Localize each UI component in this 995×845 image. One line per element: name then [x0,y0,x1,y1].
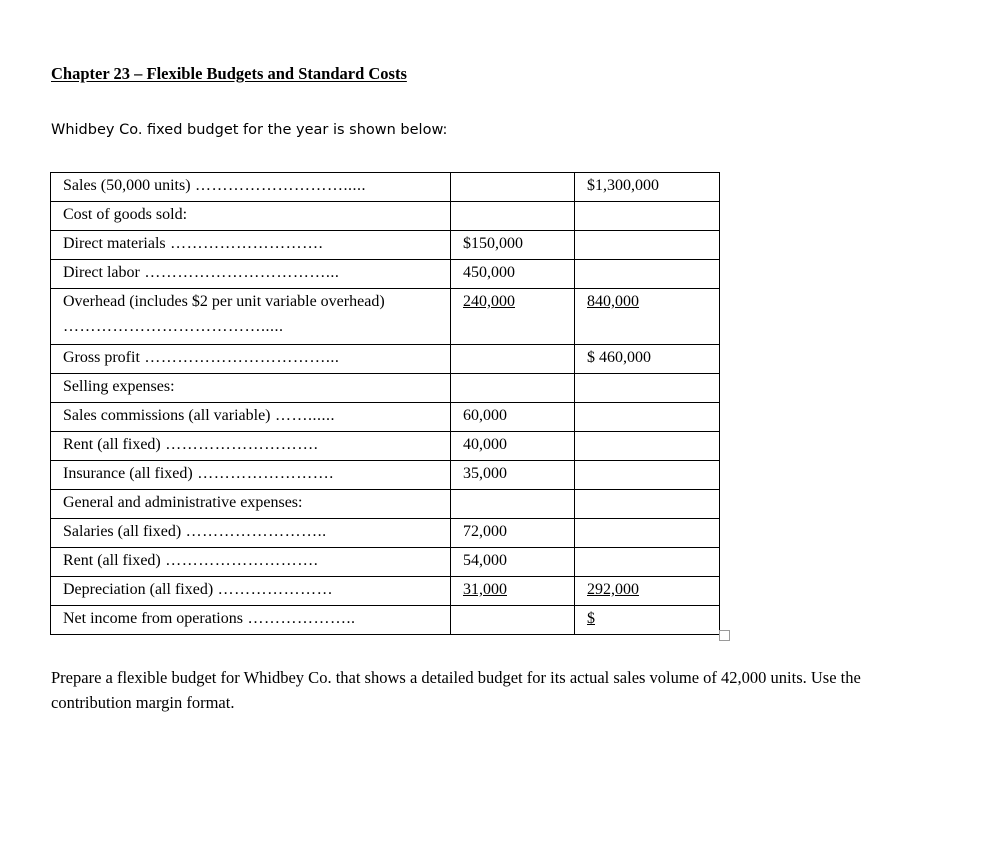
detail-amount: 35,000 [451,461,575,490]
label-text: Salaries (all fixed) [63,523,182,540]
leader-dots: ………………………. [160,436,319,453]
detail-amount [451,606,575,635]
total-amount [575,461,720,490]
label-text: Sales commissions (all variable) [63,407,271,424]
total-amount [575,403,720,432]
detail-amount: $150,000 [451,231,575,260]
table-row [51,461,720,490]
table-row [51,374,720,403]
row-label [51,231,451,260]
task-instructions: Prepare a flexible budget for Whidbey Co. that shows a detailed budget for its actual sales volume of 42,000 units. Use the contribution margin format. [51,668,861,712]
detail-amount [451,577,575,606]
leader-dots: ………………………..... [190,177,367,194]
intro-text: Whidbey Co. fixed budget for the year is shown below: [51,122,448,138]
table-row [51,202,720,231]
leader-dots: ………………………………..... [63,318,284,335]
detail-amount: 72,000 [451,519,575,548]
amount-underlined: $ [587,610,595,627]
table-row [51,345,720,374]
total-amount: $1,300,000 [575,173,720,202]
row-label [51,345,451,374]
amount-underlined: 31,000 [463,581,507,598]
row-label [51,260,451,289]
table-row [51,432,720,461]
row-label [51,289,451,345]
document-title: Chapter 23 – Flexible Budgets and Standard Costs [51,64,407,83]
row-label [51,577,451,606]
total-amount [575,548,720,577]
table-row [51,606,720,635]
detail-amount: 450,000 [451,260,575,289]
row-label [51,548,451,577]
leader-dots: ……………………………... [139,349,340,366]
table-row [51,577,720,606]
detail-amount [451,490,575,519]
total-amount [575,519,720,548]
label-text: Net income from operations [63,610,243,627]
total-amount [575,289,720,345]
table-row [51,173,720,202]
label-text: Overhead (includes $2 per unit variable overhead) [63,293,385,310]
detail-amount [451,345,575,374]
label-text: Rent (all fixed) [63,552,161,569]
leader-dots: ……………………. [192,465,334,482]
table-row [51,548,720,577]
total-amount [575,260,720,289]
leader-dots: ……………………………... [139,264,340,281]
label-text: Depreciation (all fixed) [63,581,214,598]
total-amount [575,432,720,461]
detail-amount [451,202,575,231]
table-resize-handle[interactable] [719,630,730,641]
label-text: General and administrative expenses: [63,494,303,511]
total-amount [575,202,720,231]
label-text: Rent (all fixed) [63,436,161,453]
label-text: Direct materials [63,235,166,252]
leader-dots: …………………….. [181,523,327,540]
total-amount: $ 460,000 [575,345,720,374]
label-text: Cost of goods sold: [63,206,188,223]
label-text: Insurance (all fixed) [63,465,193,482]
label-text: Sales (50,000 units) [63,177,191,194]
leader-dots: ………………… [213,581,334,598]
label-text: Gross profit [63,349,140,366]
detail-amount: 60,000 [451,403,575,432]
total-amount [575,231,720,260]
table-row [51,231,720,260]
amount-underlined: 840,000 [587,293,639,310]
row-label [51,606,451,635]
amount-underlined: 240,000 [463,293,515,310]
total-amount [575,490,720,519]
table-row [51,260,720,289]
row-label [51,173,451,202]
row-label [51,519,451,548]
row-label [51,461,451,490]
table-row [51,519,720,548]
row-label [51,403,451,432]
total-amount [575,606,720,635]
row-label [51,432,451,461]
total-amount [575,577,720,606]
table-row [51,490,720,519]
row-label [51,490,451,519]
detail-amount: 40,000 [451,432,575,461]
leader-dots: ……………….. [242,610,356,627]
leader-dots: ………………………. [160,552,319,569]
leader-dots: ……...... [270,407,336,424]
text-cursor [719,290,720,310]
table-row [51,403,720,432]
leader-dots: ………………………. [165,235,324,252]
fixed-budget-table [50,172,720,635]
detail-amount [451,173,575,202]
table-row [51,289,720,345]
detail-amount [451,374,575,403]
detail-amount [451,289,575,345]
row-label [51,374,451,403]
total-amount [575,374,720,403]
label-text: Selling expenses: [63,378,175,395]
amount-underlined: 292,000 [587,581,639,598]
detail-amount: 54,000 [451,548,575,577]
row-label [51,202,451,231]
label-text: Direct labor [63,264,140,281]
